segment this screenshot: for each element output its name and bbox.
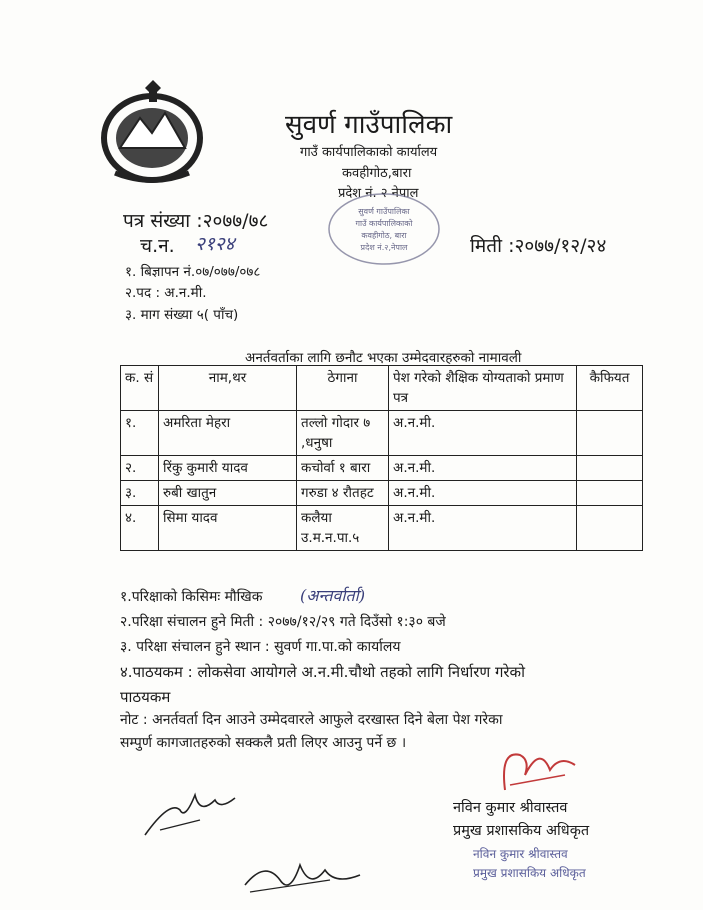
stamp-line1: सुवर्ण गाउँपालिका: [358, 207, 410, 216]
cell-sn: ३.: [121, 481, 159, 506]
col-header-name: नाम,थर: [159, 366, 297, 411]
officer-stamp-name: नविन कुमार श्रीवास्तव: [473, 847, 568, 861]
letter-date: मिती :२०७७/१२/२४: [470, 235, 607, 257]
table-row: [121, 411, 643, 456]
table-header-row: [121, 366, 643, 411]
left-signature: [140, 780, 250, 840]
syllabus-line1: ४.पाठयकम : लोकसेवा आयोगले अ.न.मी.चौथो तहको लागि निर्धारण गरेको: [120, 663, 525, 681]
bottom-signature: [240, 850, 370, 905]
syllabus-line2: पाठयकम: [120, 688, 171, 706]
dispatch-number: २१२४: [195, 233, 235, 255]
table-row: [121, 506, 643, 551]
stamp-line4: प्रदेश नं.२,नेपाल: [360, 243, 408, 252]
exam-type: १.परिक्षाको किसिमः मौखिक: [120, 589, 263, 605]
officer-title: प्रमुख प्रशासकिय अधिकृत: [453, 823, 590, 839]
exam-type-handwritten: (अन्तर्वार्ता): [300, 586, 366, 605]
exam-date: २.परिक्षा संचालन हुने मिती : २०७७/१२/२९ गते दिउँसो १:३० बजे: [120, 614, 446, 630]
cell-remarks: [577, 506, 643, 551]
cell-remarks: [577, 411, 643, 456]
exam-place: ३. परिक्षा संचालन हुने स्थान : सुवर्ण गा.पा.को कार्यालय: [120, 639, 401, 655]
cell-qualification: अ.न.मी.: [389, 411, 577, 456]
cell-name: सिमा यादव: [159, 506, 297, 551]
cell-address: कलैया उ.म.न.पा.५: [297, 506, 389, 551]
dispatch-label: च.न.: [140, 235, 175, 257]
cell-name: अमरिता मेहरा: [159, 411, 297, 456]
cell-address: गरुडा ४ रौतहट: [297, 481, 389, 506]
col-header-qualification: पेश गरेको शैक्षिक योग्यताको प्रमाण पत्र: [389, 366, 577, 411]
col-header-address: ठेगाना: [297, 366, 389, 411]
stamp-line2: गाउँ कार्यपालिकाको: [355, 219, 413, 228]
office-stamp: [325, 190, 443, 268]
info-advert-no: १. बिज्ञापन नं.०७/०७७/०७८: [125, 264, 261, 280]
cell-remarks: [577, 481, 643, 506]
office-name: गाउँ कार्यपालिकाको कार्यालय: [300, 145, 438, 160]
cell-name: रिंकु कुमारी यादव: [159, 456, 297, 481]
cell-sn: २.: [121, 456, 159, 481]
officer-signature: [490, 740, 590, 800]
cell-sn: ४.: [121, 506, 159, 551]
cell-address: कचोर्वा १ बारा: [297, 456, 389, 481]
cell-name: रुबी खातुन: [159, 481, 297, 506]
info-demand-count: ३. माग संख्या ५( पाँच): [125, 307, 239, 323]
stamp-line3: कवहीगोठ, बारा: [361, 231, 407, 240]
col-header-sn: क. सं: [121, 366, 159, 411]
cell-qualification: अ.न.मी.: [389, 481, 577, 506]
cell-qualification: अ.न.मी.: [389, 506, 577, 551]
nepal-emblem-icon: [95, 78, 210, 188]
office-province: प्रदेश नं. २ नेपाल: [338, 186, 419, 201]
col-header-remarks: कैफियत: [577, 366, 643, 411]
cell-sn: १.: [121, 411, 159, 456]
cell-remarks: [577, 456, 643, 481]
org-title: सुवर्ण गाउँपालिका: [285, 110, 453, 140]
cell-qualification: अ.न.मी.: [389, 456, 577, 481]
letter-number: पत्र संख्या :२०७७/७८: [123, 210, 269, 232]
table-row: [121, 456, 643, 481]
table-caption: अनर्तवर्ताका लागि छनौट भएका उम्मेदवारहरुको नामावली: [245, 350, 522, 366]
office-address: कवहीगोठ,बारा: [342, 166, 412, 181]
candidate-table: [120, 365, 643, 551]
info-post: २.पद : अ.न.मी.: [125, 285, 207, 301]
note-line2: सम्पुर्ण कागजातहरुको सक्कलै प्रती लिएर आउनु पर्ने छ ।: [120, 735, 407, 751]
officer-stamp-title: प्रमुख प्रशासकिय अधिकृत: [473, 866, 586, 880]
officer-name: नविन कुमार श्रीवास्तव: [453, 800, 568, 816]
table-row: [121, 481, 643, 506]
cell-address: तल्लो गोदार ७ ,धनुषा: [297, 411, 389, 456]
note-line1: नोट : अनर्तवर्ता दिन आउने उम्मेदवारले आफुले दरखास्त दिने बेला पेश गरेका: [120, 712, 503, 728]
